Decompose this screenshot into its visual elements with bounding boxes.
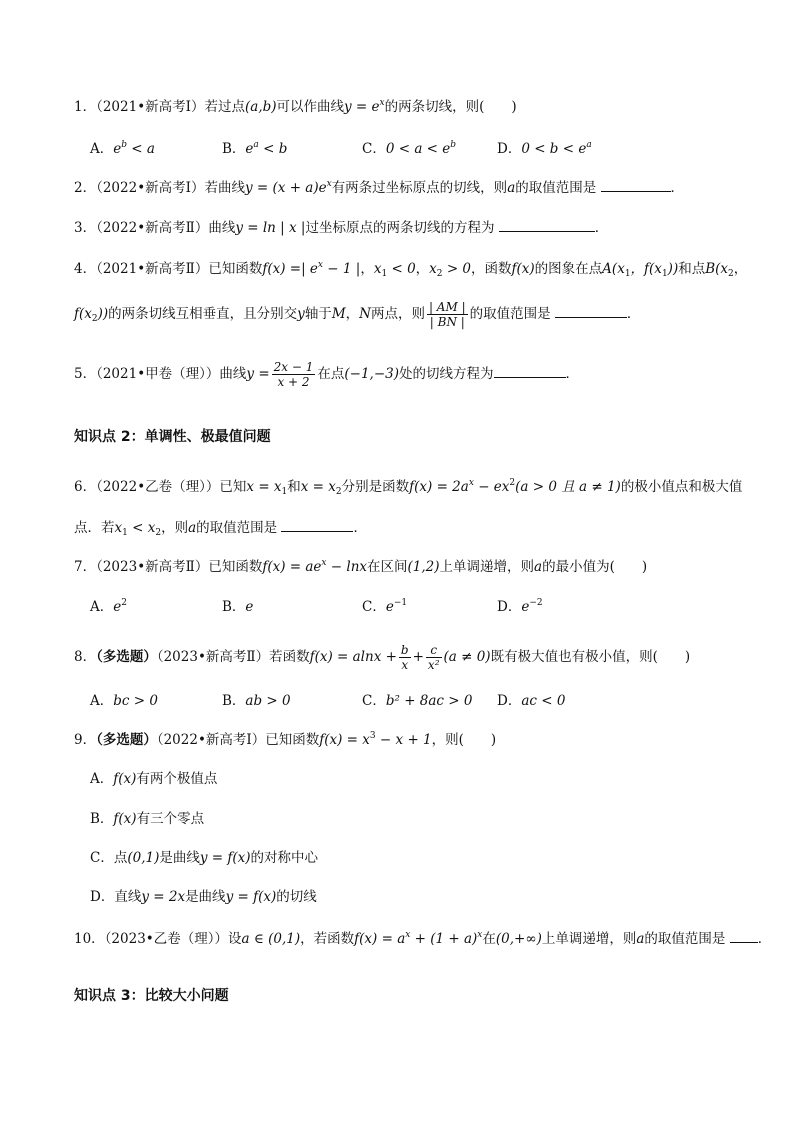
question-4-continued: $f(x_2)$)的两条切线互相垂直，且分别交y轴于M，N两点，则 $\frac{| AM |}{| BN |}$ 的取值范围是 ．	[74, 300, 641, 329]
option-c: C．点(0,1)是曲线y = f(x)的对称中心	[90, 850, 319, 866]
option-b: B．f(x)有三个零点	[90, 811, 205, 827]
option-a: A．$e^2$	[90, 598, 127, 615]
option-c: C．b² + 8ac > 0	[362, 693, 473, 709]
question-10: 10．（2023•乙卷（理））设a ∈ (0,1)，若函数$f(x) = a^x + (1 + a)^x$在(0,+∞)上单调递增，则a的取值范围是 ．	[74, 930, 772, 947]
answer-blank	[601, 178, 671, 192]
question-5: 5．（2021•甲卷（理））曲线y = $\frac{2x - 1}{x + 2}$ 在点(−1,−3)处的切线方程为 ．	[74, 360, 580, 389]
answer-blank	[499, 218, 595, 232]
multi-select-tag: （多选题）	[96, 649, 157, 665]
answer-blank	[281, 518, 353, 532]
option-d: D．ac < 0	[497, 693, 566, 709]
fraction-b-over-x: $\frac{b}{x}$	[400, 643, 409, 672]
option-b: B．$e^a < b$	[222, 140, 288, 157]
question-6: 6．（2022•乙卷（理））已知$x = x_1$和$x = x_2$分别是函数$f(x) = 2a^x - ex^2(a > 0$ 且 a ≠ 1)的极小值点和极大值	[74, 478, 743, 497]
option-d: D．直线y = 2x是曲线y = f(x)的切线	[90, 889, 317, 905]
option-b: B．e	[222, 599, 254, 615]
option-a: A．$e^b < a$	[90, 140, 155, 157]
option-c: C．$0 < a < e^b$	[362, 140, 457, 157]
multi-select-tag: （多选题）	[96, 732, 157, 748]
answer-blank	[555, 304, 627, 318]
question-9: 9．（多选题）（2022•新高考Ⅰ）已知函数$f(x) = x^3 - x + 1$，则( )	[74, 731, 497, 748]
section-heading-3: 知识点 3：比较大小问题	[74, 988, 229, 1004]
curve-fraction: $\frac{2x - 1}{x + 2}$	[273, 360, 314, 389]
question-1: 1．（2021•新高考Ⅰ）若过点(a,b)可以作曲线$y = e^x$的两条切线，则( )	[74, 98, 517, 115]
section-heading-2: 知识点 2：单调性、极最值问题	[74, 429, 271, 445]
question-8: 8．（多选题）（2023•新高考Ⅱ）若函数f(x) = alnx + $\frac{b}{x}$ + $\frac{c}{\text{x²}}$ (a ≠ 0)既有极大值也有极小值，则( )	[74, 643, 691, 672]
option-b: B．ab > 0	[222, 693, 291, 709]
answer-blank	[730, 929, 758, 943]
question-6-continued: 点．若$x_1 < x_2$，则a的取值范围是 ．	[74, 520, 367, 538]
question-4: 4．（2021•新高考Ⅱ）已知函数f(x) =| $e^x - 1$ |，$x_1 < 0$，$x_2 > 0$，函数f(x)的图象在点$A(x_1$，$f(x_1)$)和点$B(x_2$，	[74, 260, 748, 279]
option-c: C．$e^{-1}$	[362, 598, 408, 615]
question-source: （2021•新高考Ⅰ）	[96, 99, 205, 115]
option-d: D．$e^{-2}$	[497, 598, 543, 615]
option-a: A．bc > 0	[90, 693, 158, 709]
question-2: 2．（2022•新高考Ⅰ）若曲线$y = (x + a)e^x$有两条过坐标原点的切线，则a的取值范围是 ．	[74, 179, 685, 196]
answer-blank	[494, 364, 566, 378]
option-d: D．$0 < b < e^a$	[497, 140, 592, 157]
question-number: 1．	[74, 99, 97, 115]
question-3: 3．（2022•新高考Ⅱ）曲线y = ln | x |过坐标原点的两条切线的方程为 ．	[74, 220, 609, 236]
ratio-fraction: $\frac{| AM |}{| BN |}$	[428, 300, 466, 329]
question-7: 7．（2023•新高考Ⅱ）已知函数$f(x) = ae^x - \ln x$在区间(1,2)上单调递增，则a的最小值为( )	[74, 558, 648, 575]
fraction-c-over-x2: $\frac{c}{\text{x²}}$	[427, 643, 440, 672]
option-a: A．f(x)有两个极值点	[90, 771, 218, 787]
